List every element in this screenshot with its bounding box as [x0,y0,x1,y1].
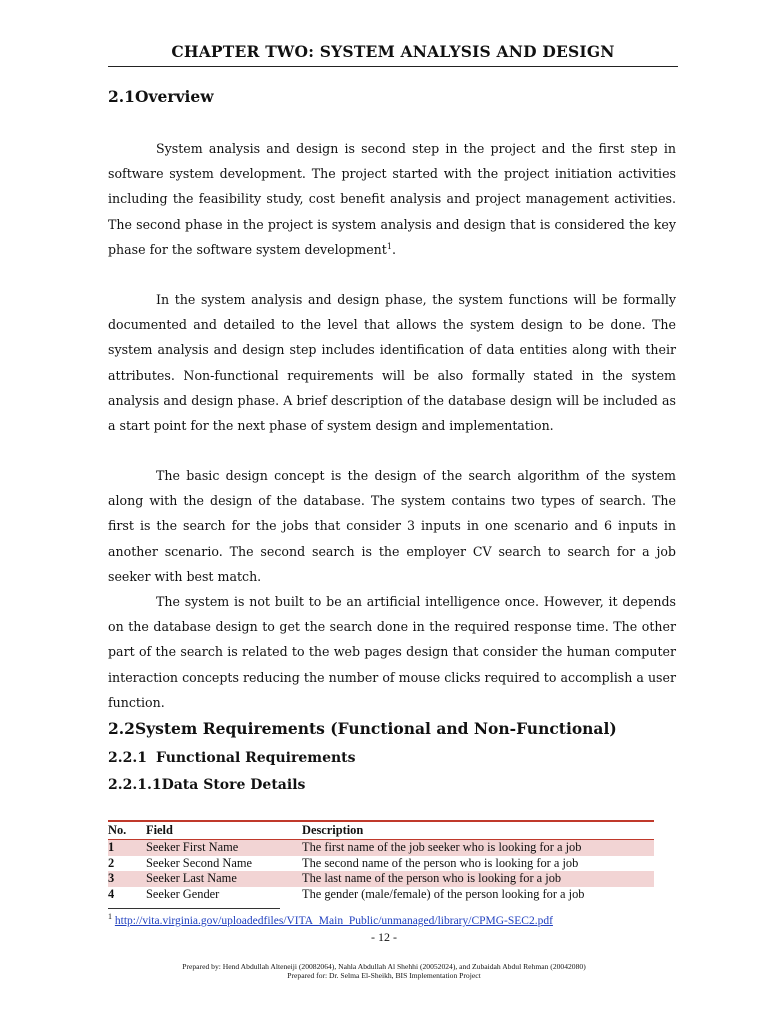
column-header-description: Description [302,821,654,840]
row-no: 2 [108,855,115,870]
subsection-title: Functional Requirements [156,750,356,766]
row-field: Seeker Last Name [146,871,302,887]
row-no: 4 [108,886,115,901]
footnote-reference[interactable]: 1 [386,241,392,251]
row-description: The gender (male/female) of the person looking for a job [302,886,585,901]
table-row [108,887,654,903]
row-field: Seeker Gender [146,886,220,901]
section-number: 2.1 [108,87,135,106]
section-heading-overview [108,87,214,106]
table-row [108,856,654,872]
footnote-link[interactable]: http://vita.virginia.gov/uploadedfiles/VITA_Main_Public/unmanaged/library/CPMG-SEC2.pdf [114,914,553,927]
section-heading-requirements [108,719,617,738]
subsubsection-title: Data Store Details [161,777,306,793]
prepared-by-line: Prepared by: Hend Abdullah Alteneiji (20082064), Nahla Abdullah Al Shehhi (20052024), and Zubaidah Abdul Rehman (20042080) [182,962,586,971]
row-no: 3 [108,871,146,887]
section-number: 2.2 [108,719,135,738]
paragraph-1: System analysis and design is second step in the project and the first step in software system development. The project started with the project initiation activities including the feasibility study, cost benefit analysis and project management activities. The second phase in the project is system analysis and design that is considered the key phase for the software system development$^1$. [108,141,676,257]
subsubsection-number: 2.2.1.1 [108,777,162,793]
row-no: 1 [108,840,146,856]
chapter-underline [108,66,678,67]
column-header-no: No. [108,821,146,840]
footnote-separator [108,908,280,909]
subsubsection-heading-datastore [108,777,305,793]
row-description: The second name of the person who is looking for a job [302,855,579,870]
table-row [108,871,654,887]
page-number: - 12 - [371,930,397,944]
paragraph-2: In the system analysis and design phase, the system functions will be formally documented and detailed to the level that allows the system design to be done. The system analysis and design step includes identification of data entities along with their attributes. Non-functional requirements will be also formally stated in the system analysis and design phase. A brief description of the database design will be included as a start point for the next phase of system design and implementation. [108,292,676,434]
subsection-number: 2.2.1 [108,750,147,766]
row-field: Seeker First Name [146,840,302,856]
prepared-for-line: Prepared for: Dr. Selma El-Sheikh, BIS Implementation Project [287,971,481,980]
footnote-marker: 1 [108,912,112,921]
chapter-title: CHAPTER TWO: SYSTEM ANALYSIS AND DESIGN [171,42,615,61]
data-store-table [108,820,654,902]
paragraph-3: The basic design concept is the design of the search algorithm of the system along with the design of the database. The system contains two types of search. The first is the search for the jobs that consider 3 inputs in one scenario and 6 inputs in another scenario. The second search is the employer CV search to search for a job seeker with best match. [108,468,676,584]
row-description: The last name of the person who is looking for a job [302,871,654,887]
table-header-row [108,821,654,840]
paragraph-4: The system is not built to be an artificial intelligence once. However, it depends on the database design to get the search done in the required response time. The other part of the search is related to the web pages design that consider the human computer interaction concepts reducing the number of mouse clicks required to accomplish a user function. [108,594,676,710]
column-header-field: Field [146,821,302,840]
section-title: System Requirements (Functional and Non-Functional) [134,719,617,738]
subsection-heading-functional [108,750,356,766]
table-row [108,840,654,856]
paragraph-1-text: System analysis and design is second step in the project and the first step in software system development. The project started with the project initiation activities including the feasibility study, cost benefit analysis and project management activities. The second phase in the project is system analysis and design that is considered the key phase for the software system development [108,141,676,257]
row-description: The first name of the job seeker who is looking for a job [302,840,654,856]
section-title: Overview [134,87,214,106]
footnote [108,912,553,927]
row-field: Seeker Second Name [146,855,252,870]
